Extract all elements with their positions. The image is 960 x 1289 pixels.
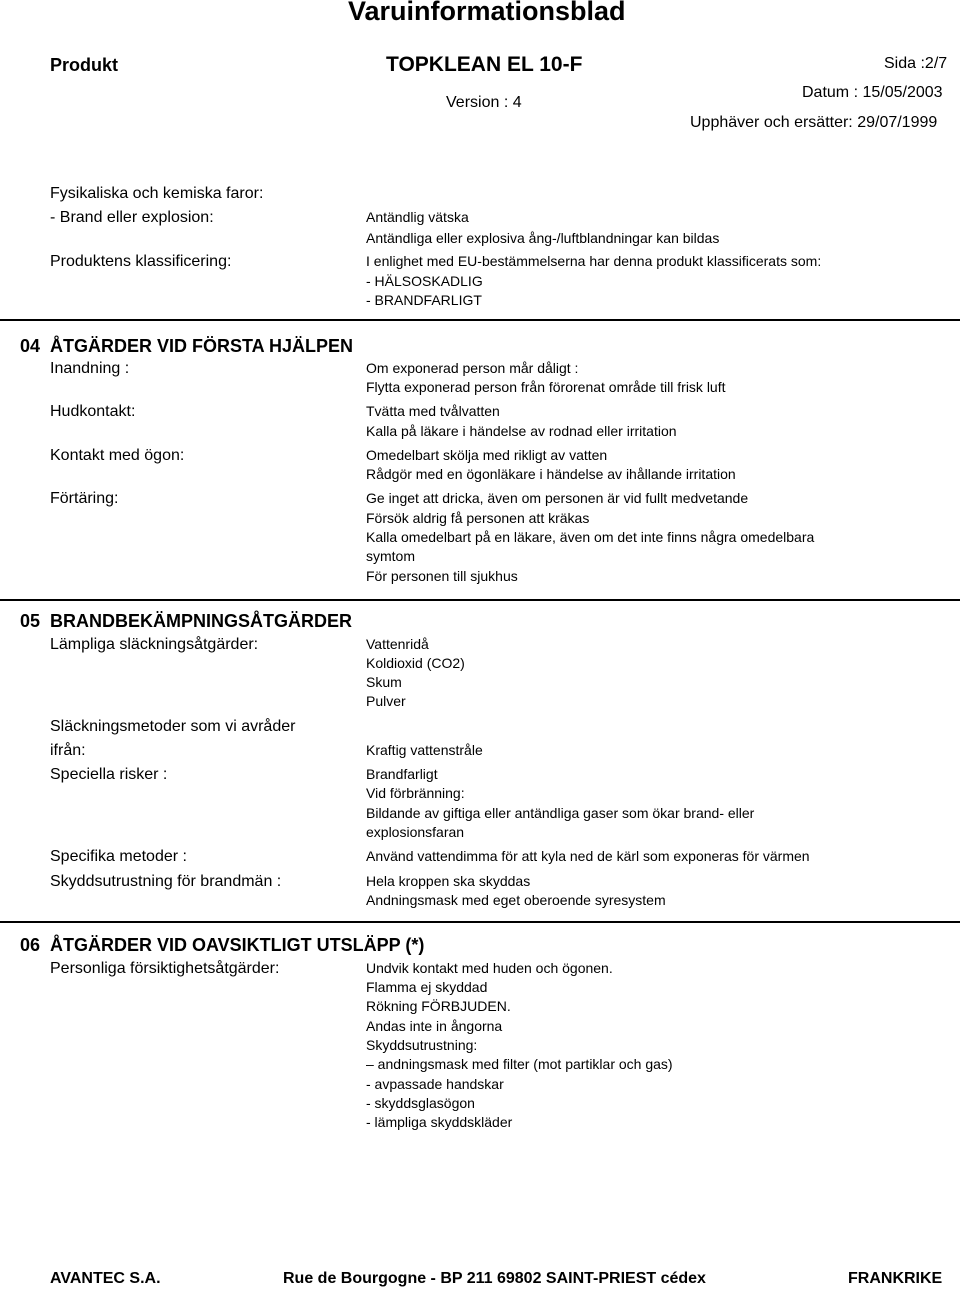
- firefighter-equipment-label: Skyddsutrustning för brandmän :: [50, 873, 282, 890]
- unsuitable-extinguishing-label: Släckningsmetoder som vi avråder: [50, 718, 296, 735]
- section-title: BRANDBEKÄMPNINGSÅTGÄRDER: [50, 611, 353, 631]
- skin-contact-line: Kalla på läkare i händelse av rodnad eller irritation: [366, 423, 677, 439]
- footer-country: FRANKRIKE: [848, 1270, 943, 1287]
- ingestion-label: Förtäring:: [50, 490, 119, 507]
- revision-date: Datum : 15/05/2003: [802, 84, 943, 101]
- special-risks-line: Vid förbränning:: [366, 785, 465, 801]
- skin-contact-label: Hudkontakt:: [50, 403, 136, 420]
- special-risks-line: Bildande av giftiga eller antändliga gaser som ökar brand- eller: [366, 805, 755, 821]
- suitable-extinguishing-line: Koldioxid (CO2): [366, 655, 465, 671]
- personal-precautions-line: Rökning FÖRBJUDEN.: [366, 998, 511, 1014]
- classification-line: - HÄLSOSKADLIG: [366, 273, 483, 289]
- eye-contact-line: Omedelbart skölja med rikligt av vatten: [366, 447, 608, 463]
- suitable-extinguishing-line: Pulver: [366, 693, 406, 709]
- section-number: 04: [20, 336, 41, 356]
- ingestion-line: Kalla omedelbart på en läkare, även om det inte finns några omedelbara: [366, 529, 815, 545]
- eye-contact-label: Kontakt med ögon:: [50, 447, 185, 464]
- section-number: 06: [20, 935, 41, 955]
- firefighter-equipment-line: Andningsmask med eget oberoende syresystem: [366, 892, 666, 908]
- personal-precautions-line: Andas inte in ångorna: [366, 1018, 503, 1034]
- unsuitable-extinguishing-line: Kraftig vattenstråle: [366, 742, 483, 758]
- ingestion-line: För personen till sjukhus: [366, 568, 518, 584]
- section-divider: [0, 599, 960, 601]
- section-divider: [0, 921, 960, 923]
- skin-contact-line: Tvätta med tvålvatten: [366, 403, 500, 419]
- fire-line: Antändliga eller explosiva ång-/luftblandningar kan bildas: [366, 230, 720, 246]
- special-risks-label: Speciella risker :: [50, 766, 168, 783]
- footer-company: AVANTEC S.A.: [50, 1270, 161, 1287]
- classification-line: I enlighet med EU-bestämmelserna har denna produkt klassificerats som:: [366, 253, 822, 269]
- hazards-heading: Fysikaliska och kemiska faror:: [50, 185, 264, 202]
- section-divider: [0, 319, 960, 321]
- inhalation-line: Om exponerad person mår dåligt :: [366, 360, 579, 376]
- suitable-extinguishing-line: Vattenridå: [366, 636, 429, 652]
- inhalation-label: Inandning :: [50, 360, 130, 377]
- ingestion-line: symtom: [366, 548, 415, 564]
- replaces-date: Upphäver och ersätter: 29/07/1999: [690, 114, 938, 131]
- personal-precautions-label: Personliga försiktighetsåtgärder:: [50, 960, 280, 977]
- classification-label: Produktens klassificering:: [50, 253, 232, 270]
- personal-precautions-line: - lämpliga skyddskläder: [366, 1114, 513, 1130]
- product-name: TOPKLEAN EL 10-F: [386, 53, 583, 76]
- section-title: ÅTGÄRDER VID FÖRSTA HJÄLPEN: [50, 336, 354, 356]
- unsuitable-extinguishing-label: ifrån:: [50, 742, 86, 759]
- suitable-extinguishing-label: Lämpliga släckningsåtgärder:: [50, 636, 259, 653]
- version: Version : 4: [446, 94, 522, 111]
- footer-address: Rue de Bourgogne - BP 211 69802 SAINT-PRIEST cédex: [283, 1270, 706, 1287]
- special-risks-line: explosionsfaran: [366, 824, 465, 840]
- special-risks-line: Brandfarligt: [366, 766, 438, 782]
- personal-precautions-line: Skyddsutrustning:: [366, 1037, 478, 1053]
- specific-methods-label: Specifika metoder :: [50, 848, 187, 865]
- eye-contact-line: Rådgör med en ögonläkare i händelse av ihållande irritation: [366, 466, 736, 482]
- inhalation-line: Flytta exponerad person från förorenat område till frisk luft: [366, 379, 726, 395]
- product-label: Produkt: [50, 55, 119, 75]
- suitable-extinguishing-line: Skum: [366, 674, 402, 690]
- page-number: Sida :2/7: [884, 55, 948, 72]
- personal-precautions-line: Flamma ej skyddad: [366, 979, 488, 995]
- document-title: Varuinformationsblad: [348, 0, 626, 26]
- personal-precautions-line: – andningsmask med filter (mot partiklar och gas): [366, 1056, 673, 1072]
- classification-line: - BRANDFARLIGT: [366, 292, 482, 308]
- ingestion-line: Försök aldrig få personen att kräkas: [366, 510, 590, 526]
- section-number: 05: [20, 611, 41, 631]
- fire-label: - Brand eller explosion:: [50, 209, 214, 226]
- personal-precautions-line: - skyddsglasögon: [366, 1095, 475, 1111]
- firefighter-equipment-line: Hela kroppen ska skyddas: [366, 873, 531, 889]
- personal-precautions-line: Undvik kontakt med huden och ögonen.: [366, 960, 613, 976]
- personal-precautions-line: - avpassade handskar: [366, 1076, 504, 1092]
- ingestion-line: Ge inget att dricka, även om personen är vid fullt medvetande: [366, 490, 749, 506]
- fire-line: Antändlig vätska: [366, 209, 469, 225]
- section-title: ÅTGÄRDER VID OAVSIKTLIGT UTSLÄPP (*): [50, 935, 425, 955]
- specific-methods-line: Använd vattendimma för att kyla ned de kärl som exponeras för värmen: [366, 848, 810, 864]
